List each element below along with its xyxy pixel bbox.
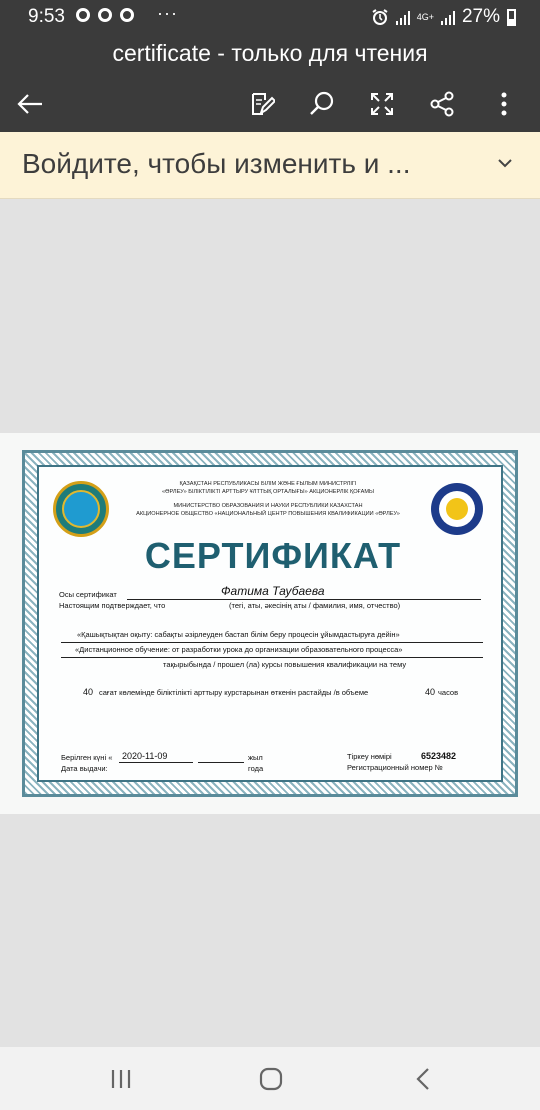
edit-document-icon	[249, 91, 275, 117]
course-kz: «Қашықтықтан оқыту: сабақты әзірлеуден бастап білім беру процесін ұйымдастыруға дейін»	[77, 630, 400, 639]
search-icon	[309, 91, 335, 117]
certificate-title: СЕРТИФИКАТ	[144, 535, 402, 576]
status-time: 9:53	[28, 6, 65, 27]
name-underline	[127, 599, 481, 600]
back-button[interactable]	[14, 88, 46, 120]
date-underline	[119, 762, 193, 763]
course-ru: «Дистанционное обучение: от разработки урока до организации образовательного процесса»	[75, 645, 403, 654]
sign-in-banner[interactable]	[0, 132, 540, 199]
chrome-notification-icon	[76, 8, 90, 22]
home-button[interactable]	[251, 1063, 291, 1095]
chrome-notification-icon	[98, 8, 112, 22]
chevron-left-icon	[416, 1067, 430, 1091]
hours-value-2: 40	[425, 687, 436, 697]
home-icon	[259, 1067, 283, 1091]
year-ru: года	[248, 764, 264, 773]
arrow-left-icon	[16, 92, 44, 116]
notification-icons	[76, 8, 134, 22]
chrome-notification-icon	[120, 8, 134, 22]
hours-text: сағат көлемінде біліктілікті арттыру курстарынан өткенін растайды /в объеме	[99, 688, 369, 697]
reg-ru: Регистрационный номер №	[347, 763, 443, 772]
reg-number: 6523482	[421, 751, 457, 761]
year-kz: жыл	[248, 753, 263, 762]
topic-line: тақырыбында / прошел (ла) курсы повышения квалификации на тему	[163, 660, 407, 669]
document-title: certificate - только для чтения	[112, 40, 428, 66]
orleu-logo	[431, 483, 483, 535]
course-underline	[61, 657, 483, 658]
banner-text: Войдите, чтобы изменить и ...	[22, 148, 411, 179]
hours-unit: часов	[438, 688, 459, 697]
alarm-icon	[371, 8, 389, 26]
recent-apps-button[interactable]	[101, 1063, 141, 1095]
reg-kz: Тіркеу нөмірі	[347, 752, 392, 761]
course-underline	[61, 642, 483, 643]
issued-kz: Берілген күні «	[61, 753, 113, 762]
document-page	[0, 433, 540, 814]
issued-ru: Дата выдачи:	[61, 764, 108, 773]
header-ru-2: АКЦИОНЕРНОЕ ОБЩЕСТВО «НАЦИОНАЛЬНЫЙ ЦЕНТР ПОВЫШЕНИЯ КВАЛИФИКАЦИИ «ӨРЛЕУ»	[136, 511, 400, 517]
header-kz-1: ҚАЗАҚСТАН РЕСПУБЛИКАСЫ БІЛІМ ЖӘНЕ ҒЫЛЫМ МИНИСТРЛІГІ	[179, 481, 357, 487]
search-button[interactable]	[306, 88, 338, 120]
header-kz-2: «ӨРЛЕУ» БІЛІКТІЛІКТІ АРТТЫРУ ҰЛТТЫҚ ОРТАЛЫҒЫ» АКЦИОНЕРЛІК ҚОҒАМЫ	[162, 489, 374, 495]
fullscreen-button[interactable]	[366, 88, 398, 120]
header-ru-1: МИНИСТЕРСТВО ОБРАЗОВАНИЯ И НАУКИ РЕСПУБЛИКИ КАЗАХСТАН	[173, 503, 363, 509]
certificate-border	[22, 450, 518, 797]
recipient-name: Фатима Таубаева	[221, 584, 325, 598]
back-nav-button[interactable]	[403, 1063, 443, 1095]
recent-apps-icon	[110, 1069, 132, 1089]
signal-icon	[396, 9, 410, 25]
system-nav-bar	[0, 1047, 540, 1110]
status-right	[371, 6, 516, 28]
ministry-emblem	[53, 481, 109, 537]
share-icon	[429, 91, 455, 117]
share-button[interactable]	[426, 88, 458, 120]
signal-icon	[441, 9, 455, 25]
status-bar	[0, 0, 540, 32]
battery-icon	[507, 9, 516, 26]
date-underline	[198, 762, 244, 763]
battery-percent: 27%	[461, 6, 500, 27]
more-options-button[interactable]	[488, 88, 520, 120]
more-notifications-icon: ···	[157, 3, 178, 23]
fullscreen-icon	[370, 92, 394, 116]
app-bar	[0, 32, 540, 132]
issued-date: 2020-11-09	[122, 751, 168, 761]
edit-button[interactable]	[246, 88, 278, 120]
chevron-down-icon[interactable]	[496, 154, 514, 172]
hours-value: 40	[83, 687, 94, 697]
line1-kz: Осы сертификат	[59, 590, 117, 599]
more-vertical-icon	[500, 92, 508, 116]
network-type: 4G+	[416, 11, 434, 22]
name-caption: (тегі, аты, әкесінің аты / фамилия, имя, отчество)	[229, 601, 401, 610]
line1-ru: Настоящим подтверждает, что	[59, 601, 166, 610]
